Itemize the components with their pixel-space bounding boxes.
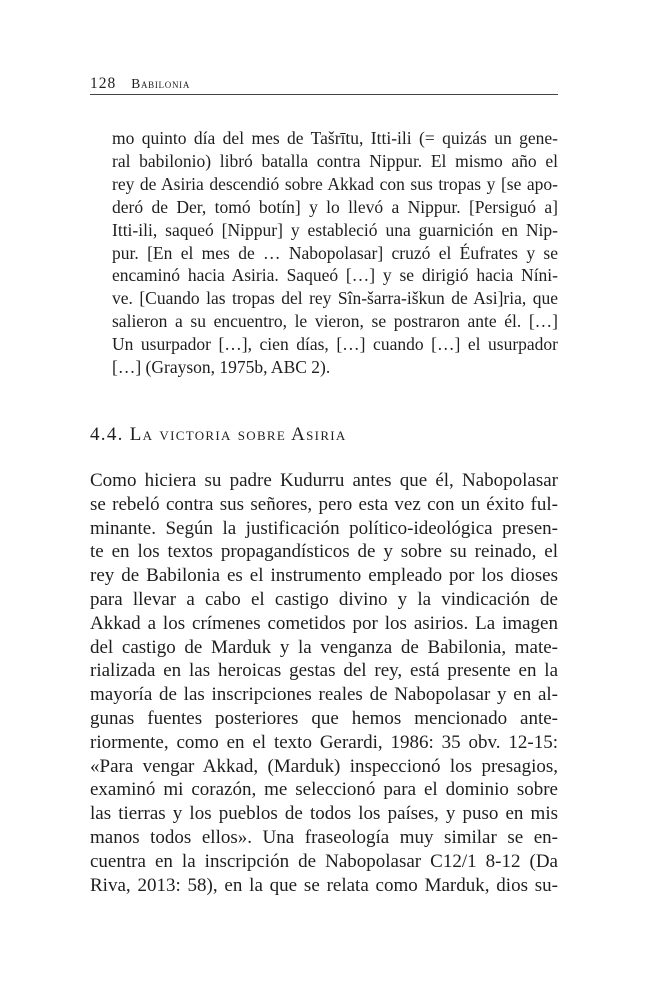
body-line: manos todos ellos». Una fraseología muy similar se en- bbox=[90, 826, 558, 848]
running-title: Babilonia bbox=[131, 76, 191, 91]
header-rule bbox=[90, 94, 558, 95]
quote-line: pur. [En el mes de … Nabopolasar] cruzó el Éufrates y se bbox=[112, 242, 558, 263]
body-line: cuentra en la inscripción de Nabopolasar C12/1 8-12 (Da bbox=[90, 850, 558, 872]
body-line: minante. Según la justificación político-ideológica presen- bbox=[90, 517, 558, 539]
body-line: se rebeló contra sus señores, pero esta vez con un éxito ful- bbox=[90, 493, 558, 515]
page-number: 128 bbox=[90, 75, 117, 92]
body-line: mayoría de las inscripciones reales de Nabopolasar y en al- bbox=[90, 684, 558, 706]
section-heading bbox=[90, 423, 558, 447]
running-header bbox=[90, 74, 558, 94]
body-line: riormente, como en el texto Gerardi, 1986: 35 obv. 12-15: bbox=[90, 731, 558, 753]
body-line: «Para vengar Akkad, (Marduk) inspeccionó los presagios, bbox=[90, 755, 558, 777]
body-line: para llevar a cabo el castigo divino y la vindicación de bbox=[90, 588, 558, 610]
body-line: las tierras y los pueblos de todos los países, y puso en mis bbox=[90, 803, 558, 825]
body-line: examinó mi corazón, me seleccionó para el dominio sobre bbox=[90, 779, 558, 801]
quote-line: salieron a su encuentro, le vieron, se postraron ante él. […] bbox=[112, 311, 558, 332]
quote-line: mo quinto día del mes de Tašrītu, Itti-ili (= quizás un gene- bbox=[112, 128, 558, 148]
body-line: rey de Babilonia es el instrumento empleado por los dioses bbox=[90, 565, 558, 587]
quote-line: Itti-ili, saqueó [Nippur] y estableció una guarnición en Nip- bbox=[112, 219, 558, 240]
quote-line: ral babilonio) libró batalla contra Nippur. El mismo año el bbox=[112, 150, 558, 171]
quote-line: deró de Der, tomó botín] y lo llevó a Nippur. [Persiguó a] bbox=[112, 196, 558, 217]
body-line: gunas fuentes posteriores que hemos mencionado ante- bbox=[90, 707, 558, 729]
quote-line: Un usurpador […], cien días, […] cuando […] el usurpador bbox=[112, 334, 558, 355]
quote-line: ve. [Cuando las tropas del rey Sîn-šarra-iškun de Asi]ria, que bbox=[112, 288, 558, 309]
section-number: 4.4. bbox=[90, 424, 124, 445]
body-line: del castigo de Marduk y la venganza de Babilonia, mate- bbox=[90, 636, 558, 658]
quote-line: rey de Asiria descendió sobre Akkad con sus tropas y [se apo- bbox=[112, 173, 558, 194]
body-line: Como hiciera su padre Kudurru antes que él, Nabopolasar bbox=[90, 470, 558, 491]
quote-line: encaminó hacia Asiria. Saqueó […] y se dirigió hacia Níni- bbox=[112, 265, 558, 286]
quote-line: […] (Grayson, 1975b, ABC 2). bbox=[112, 357, 331, 378]
body-line: Riva, 2013: 58), en la que se relata como Marduk, dios su- bbox=[90, 874, 558, 896]
body-line: Akkad a los crímenes cometidos por los asirios. La imagen bbox=[90, 612, 558, 634]
section-title: La victoria sobre Asiria bbox=[129, 424, 347, 445]
body-line: te en los textos propagandísticos de y sobre su reinado, el bbox=[90, 541, 558, 563]
body-paragraph bbox=[90, 469, 558, 897]
body-line: rializada en las heroicas gestas del rey, está presente en la bbox=[90, 660, 558, 682]
block-quote bbox=[112, 127, 558, 379]
